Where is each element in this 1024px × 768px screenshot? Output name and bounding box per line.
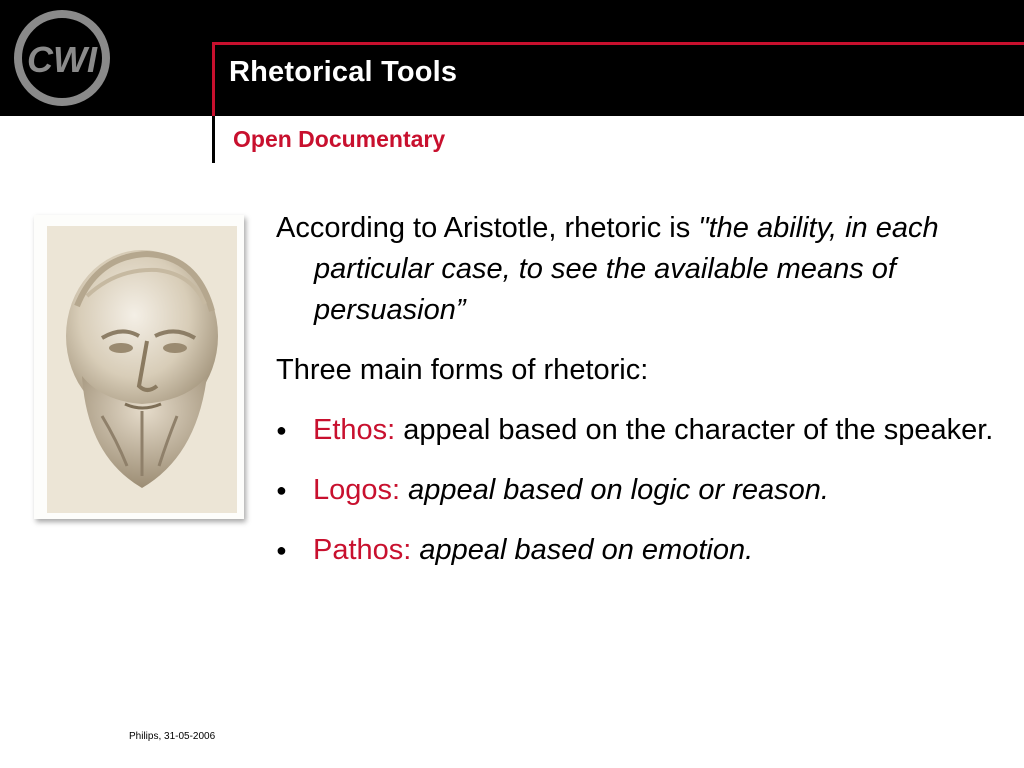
cwi-logo: [10, 6, 114, 110]
bullet-description: appeal based on logic or reason.: [400, 474, 829, 506]
list-item: [276, 410, 996, 451]
bullet-dot-icon: ●: [276, 420, 287, 440]
bullet-dot-icon: ●: [276, 480, 287, 500]
header-divider-horizontal: [212, 42, 1024, 45]
list-item: [276, 530, 996, 571]
header-divider-vertical: [212, 43, 215, 163]
bullet-description: appeal based on emotion.: [411, 534, 754, 566]
slide-subtitle: Open Documentary: [233, 126, 446, 152]
bullet-dot-icon: ●: [276, 540, 287, 560]
logo-text: CWI: [27, 39, 97, 80]
header-bar: [0, 0, 1024, 116]
bullet-term: Logos:: [313, 474, 401, 506]
forms-heading: Three main forms of rhetoric:: [276, 354, 649, 386]
intro-paragraph: [276, 208, 996, 331]
slide-title: Rhetorical Tools: [229, 56, 458, 88]
list-item: [276, 470, 996, 511]
footer-text: Philips, 31-05-2006: [129, 731, 216, 742]
intro-text: According to Aristotle, rhetoric is: [276, 212, 699, 244]
aristotle-bust-image: [47, 226, 237, 513]
bullet-description: appeal based on the character of the speaker.: [395, 414, 994, 446]
bullet-term: Ethos:: [313, 414, 396, 446]
aristotle-quote: "the ability, in each particular case, to see the available means of persuasion”: [314, 212, 939, 326]
aristotle-portrait: [34, 215, 244, 519]
bullet-term: Pathos:: [313, 534, 412, 566]
slide-body: [276, 208, 996, 571]
